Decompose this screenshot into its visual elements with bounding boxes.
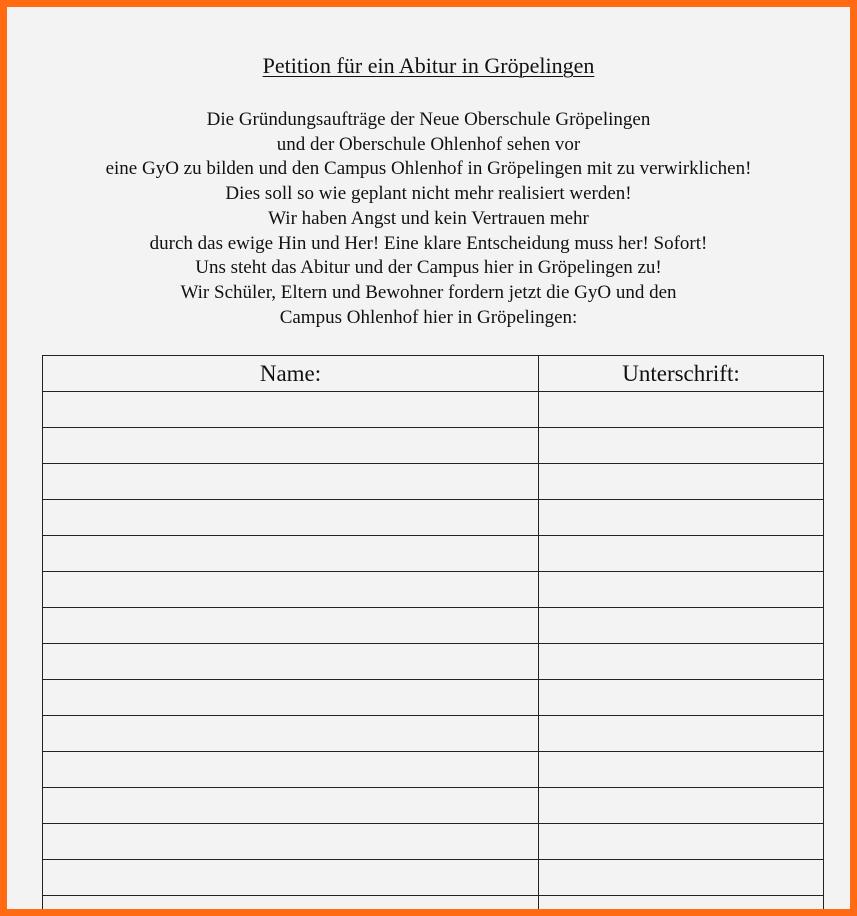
signature-cell xyxy=(539,392,824,428)
signature-table xyxy=(42,355,824,916)
signature-cell xyxy=(539,500,824,536)
table-row xyxy=(43,860,824,896)
signature-cell xyxy=(539,860,824,896)
table-row xyxy=(43,716,824,752)
name-cell xyxy=(43,392,539,428)
table-row xyxy=(43,896,824,916)
name-cell xyxy=(43,644,539,680)
name-cell xyxy=(43,608,539,644)
signature-cell xyxy=(539,824,824,860)
name-cell xyxy=(43,500,539,536)
signature-cell xyxy=(539,608,824,644)
petition-text-line: Wir Schüler, Eltern und Bewohner fordern jetzt die GyO und den xyxy=(180,281,677,303)
signature-cell xyxy=(539,428,824,464)
signature-column-header: Unterschrift: xyxy=(539,356,824,392)
signature-cell xyxy=(539,464,824,500)
name-cell xyxy=(43,680,539,716)
petition-text-line: durch das ewige Hin und Her! Eine klare Entscheidung muss her! Sofort! xyxy=(149,232,708,254)
table-row xyxy=(43,680,824,716)
signature-cell xyxy=(539,572,824,608)
petition-text-line: Uns steht das Abitur und der Campus hier in Gröpelingen zu! xyxy=(195,257,662,279)
table-row xyxy=(43,788,824,824)
table-row xyxy=(43,392,824,428)
petition-title: Petition für ein Abitur in Gröpelingen xyxy=(262,53,595,78)
table-row xyxy=(43,608,824,644)
petition-text-line: Wir haben Angst und kein Vertrauen mehr xyxy=(268,207,589,229)
name-cell xyxy=(43,464,539,500)
petition-text xyxy=(7,108,850,330)
signature-rows xyxy=(43,392,824,916)
name-cell xyxy=(43,536,539,572)
signature-cell xyxy=(539,680,824,716)
name-cell xyxy=(43,860,539,896)
name-cell xyxy=(43,824,539,860)
petition-text-line: Die Gründungsaufträge der Neue Oberschule Gröpelingen xyxy=(206,109,651,130)
table-header-row xyxy=(43,356,824,392)
table-row xyxy=(43,752,824,788)
name-cell xyxy=(43,896,539,916)
table-row xyxy=(43,464,824,500)
name-column-header: Name: xyxy=(43,356,539,392)
name-cell xyxy=(43,716,539,752)
petition-text-line: und der Oberschule Ohlenhof sehen vor xyxy=(276,133,581,155)
table-row xyxy=(43,500,824,536)
table-row xyxy=(43,536,824,572)
signature-cell xyxy=(539,752,824,788)
table-row xyxy=(43,644,824,680)
signature-cell xyxy=(539,896,824,916)
name-cell xyxy=(43,752,539,788)
petition-text-line: Dies soll so wie geplant nicht mehr realisiert werden! xyxy=(225,183,632,205)
name-cell xyxy=(43,788,539,824)
signature-cell xyxy=(539,644,824,680)
petition-text-line: Campus Ohlenhof hier in Gröpelingen: xyxy=(279,306,578,328)
signature-cell xyxy=(539,716,824,752)
petition-text-line: eine GyO zu bilden und den Campus Ohlenhof in Gröpelingen mit zu verwirklichen! xyxy=(105,158,752,180)
signature-cell xyxy=(539,788,824,824)
table-row xyxy=(43,572,824,608)
name-cell xyxy=(43,572,539,608)
table-row xyxy=(43,824,824,860)
name-cell xyxy=(43,428,539,464)
table-row xyxy=(43,428,824,464)
signature-cell xyxy=(539,536,824,572)
